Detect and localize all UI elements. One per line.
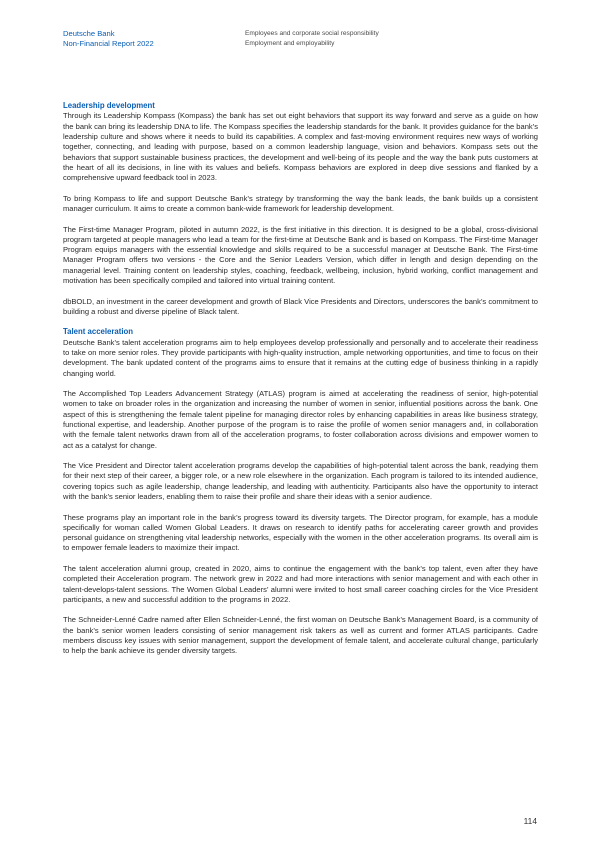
main-content [63, 101, 538, 667]
section-title: Talent acceleration [63, 327, 134, 337]
paragraph: These programs play an important role in the bank’s progress toward its diversity targets. The Director program, for example, has a module specifically for woman called Women Global Leaders. It draws on research to identify paths for accelerating career growth and provides personal guidance on strengthening vital leadership networks, especially with the women in the other acceleration programs. Its overall aim is to empower female leaders to maximize their impact. [63, 512, 538, 553]
paragraph: dbBOLD, an investment in the career development and growth of Black Vice Presidents and Directors, underscores the bank’s commitment to building a robust and diverse pipeline of Black talent. [63, 296, 538, 316]
breadcrumb-section: Employees and corporate social responsibility [245, 30, 379, 37]
page-header [63, 29, 537, 53]
paragraph: Through its Leadership Kompass (Kompass) the bank has set out eight behaviors that support its way forward and serve as a guide on how the bank can bring its leadership DNA to life. The Kompass specifies the leadership standards for the bank. It provides guidance for the bank’s leadership culture and shows where it needs to build its capabilities. A complex and fast-moving environment requires new ways of working together, connecting, and leading with purpose, based on a common leadership language, vision and behaviors. Kompass sets out the behaviors that support sustainable business practices, the development and well-being of its people and the way the bank puts customers at the heart of all its decisions, in line with its values and beliefs. Kompass behaviors are explored in deep dive sessions and flanked by a comprehensive upward feedback tool in 2023. [63, 111, 538, 183]
paragraph: The Schneider-Lenné Cadre named after Ellen Schneider-Lenné, the first woman on Deutsche Bank’s Management Board, is a community of the bank’s senior women leaders consisting of senior management risk takers as well as current and former ATLAS participants. Cadre members discuss key issues with senior management, support the development of female talent, and accelerate cultural change, particularly to help the bank achieve its gender diversity targets. [63, 615, 538, 656]
section-leadership-development [63, 101, 538, 317]
section-talent-acceleration [63, 327, 538, 656]
page-number: 114 [523, 816, 537, 826]
report-title: Non-Financial Report 2022 [63, 38, 154, 48]
report-identity [63, 29, 154, 48]
section-title: Leadership development [63, 101, 155, 110]
paragraph: Deutsche Bank’s talent acceleration programs aim to help employees develop professionally and personally and to accelerate their readiness to take on more senior roles. They provide participants with high-quality instruction, ample networking opportunities, and time to focus on their development. The bank updated content of the programs aims to ensure that it remains at the cutting edge of business thinking in a rapidly changing world. [63, 337, 538, 378]
paragraph: The Vice President and Director talent acceleration programs develop the capabilities of high-potential talent across the bank, readying them for their next step of their career, a bigger role, or a new role elsewhere in the organization. Each program is tailored to its intended audience, covering topics such as agile leadership, change leadership, and leading with authenticity. Participants also have the opportunity to interact with the bank’s senior leaders, enabling them to raise their profile and share their ideas with a senior audience. [63, 461, 538, 502]
section-breadcrumb [245, 29, 379, 48]
breadcrumb-subsection: Employment and employability [245, 39, 335, 47]
paragraph: The talent acceleration alumni group, created in 2020, aims to continue the engagement with the bank’s top talent, even after they have completed their Acceleration program. The network grew in 2022 and had more interactions with senior management and with each other in talent-develops-talent sessions. The Women Global Leaders’ alumni were invited to host small career coaching circles for the Vice President participants, a new and successful addition to the programs in 2022. [63, 564, 538, 604]
paragraph: To bring Kompass to life and support Deutsche Bank’s strategy by transforming the way the bank leads, the bank builds up a consistent manager curriculum. It aims to create a common bank-wide framework for leadership development. [63, 193, 538, 213]
paragraph: The First-time Manager Program, piloted in autumn 2022, is the first initiative in this direction. It is designed to be a global, cross-divisional program targeted at people managers who lead a team for the first-time at Deutsche Bank and is based on Kompass. The First-time Manager Program equips managers with the essential knowledge and skills required to be a successful manager at Deutsche Bank. The First-time Manager Program offers two versions - the Core and the Senior Leaders Version, which differ in length and design depending on the managerial level. Training content on leadership styles, coaching, feedback, wellbeing, inclusion, hybrid working, conflict management and motivation has been specifically compiled and tailored into virtual training content. [63, 224, 538, 285]
paragraph: The Accomplished Top Leaders Advancement Strategy (ATLAS) program is aimed at accelerating the readiness of senior, high-potential women to take on broader roles in the organization and increasing the number of women in senior, influential positions across the bank. One aspect of this is strengthening the female talent pipeline for managing director roles by enhancing capabilities in areas like business strategy, functional expertise, and leadership. Another purpose of the program is to raise the profile of women senior managers and, in collaboration with the female talent networks drawn from all of the acceleration programs, to foster collaboration across divisions and empower women to act as a catalyst for change. [63, 389, 538, 450]
org-name: Deutsche Bank [63, 29, 115, 38]
